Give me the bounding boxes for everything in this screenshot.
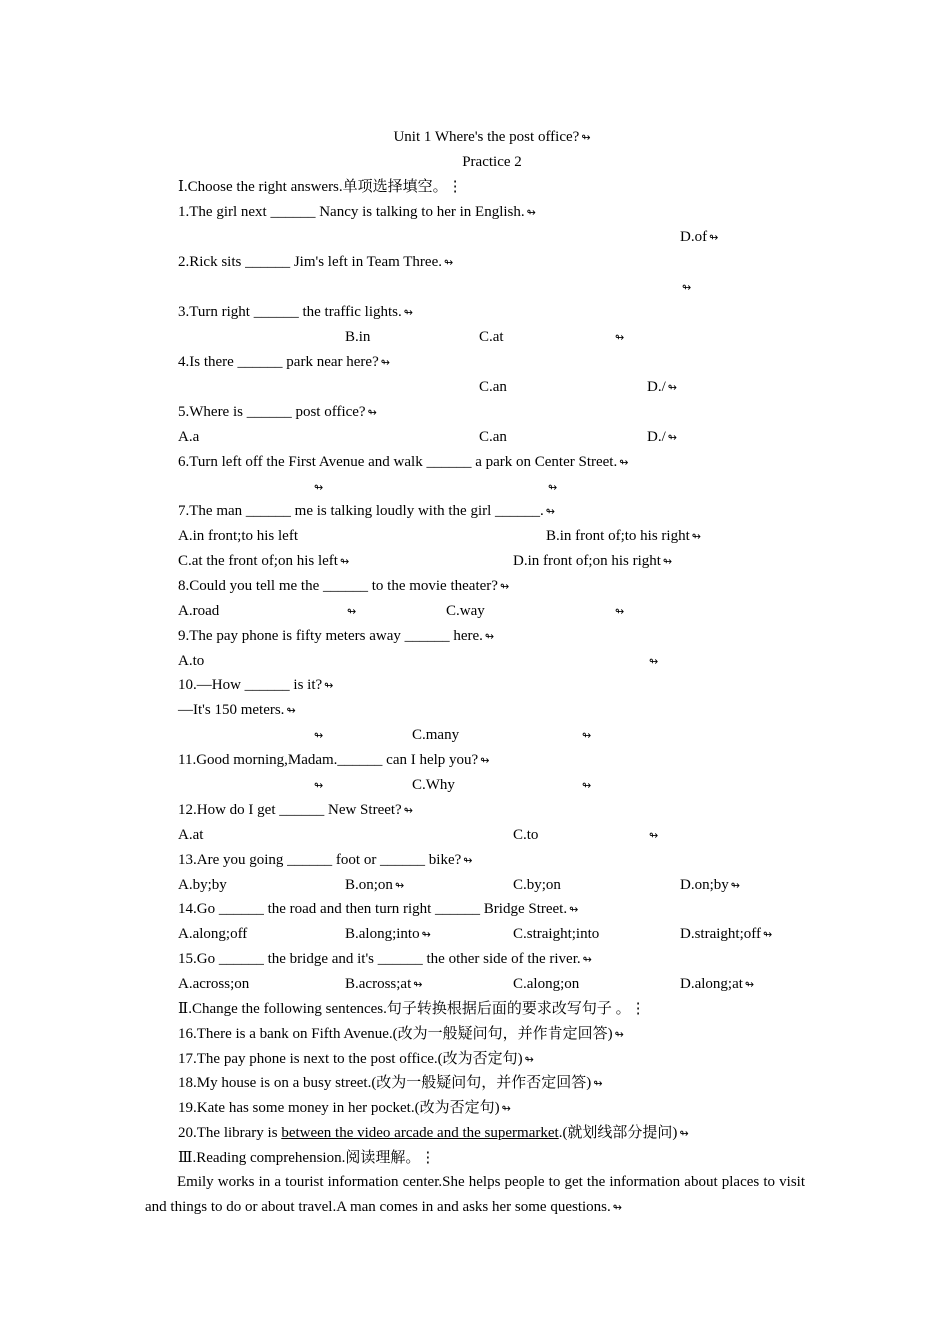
return-mark-icon: ↬ bbox=[582, 779, 592, 792]
option-a: A.across;on bbox=[178, 976, 250, 992]
option-c: C.many bbox=[412, 727, 460, 743]
reading-passage: Emily works in a tourist information center.She helps people to get the information about places to visit and things to do or about travel.A man comes in and asks her some questions. ↬ bbox=[145, 1174, 805, 1215]
return-mark-icon: ↬ bbox=[324, 679, 334, 692]
return-mark-icon: ↬ bbox=[744, 978, 755, 991]
option-d: D.straight;off ↬ bbox=[680, 926, 773, 942]
question-6: 6.Turn left off the First Avenue and walk ______ a park on Center Street. ↬ bbox=[178, 454, 629, 470]
return-mark-icon: ↬ bbox=[581, 131, 591, 144]
question-20: 20.The library is between the video arcade and the supermarket.(就划线部分提问) ↬ bbox=[178, 1125, 689, 1141]
option-a: A.to bbox=[178, 653, 205, 669]
return-mark-icon: ↬ bbox=[614, 1028, 624, 1041]
return-mark-icon: ↬ bbox=[286, 704, 296, 717]
return-mark-icon: ↬ bbox=[526, 206, 536, 219]
return-mark-icon: ↬ bbox=[682, 281, 692, 294]
return-mark-icon: ↬ bbox=[615, 331, 625, 344]
option-b: B.along;into ↬ bbox=[345, 926, 431, 942]
return-mark-icon: ↬ bbox=[612, 1201, 622, 1214]
option-b: B.in bbox=[345, 329, 371, 345]
return-mark-icon: ↬ bbox=[421, 928, 431, 941]
question-7: 7.The man ______ me is talking loudly with the girl ______. ↬ bbox=[178, 503, 556, 519]
return-mark-icon: ↬ bbox=[709, 231, 719, 244]
question-17: 17.The pay phone is next to the post office.(改为否定句) ↬ bbox=[178, 1051, 534, 1067]
return-mark-icon: ↬ bbox=[730, 879, 740, 892]
question-5: 5.Where is ______ post office? ↬ bbox=[178, 404, 377, 420]
return-mark-icon: ↬ bbox=[615, 605, 625, 618]
option-d: D.on;by ↬ bbox=[680, 877, 740, 893]
question-19: 19.Kate has some money in her pocket.(改为否定句) ↬ bbox=[178, 1100, 511, 1116]
return-mark-icon: ↬ bbox=[762, 928, 773, 941]
return-mark-icon: ↬ bbox=[679, 1127, 689, 1140]
return-mark-icon: ↬ bbox=[667, 381, 677, 394]
option-c: C.an bbox=[479, 379, 507, 395]
return-mark-icon: ↬ bbox=[569, 903, 579, 916]
question-4: 4.Is there ______ park near here? ↬ bbox=[178, 354, 390, 370]
answer-line: —It's 150 meters. ↬ bbox=[178, 702, 296, 718]
return-mark-icon: ↬ bbox=[499, 580, 510, 593]
page-subtitle: Practice 2 bbox=[462, 154, 522, 170]
option-d: D.of ↬ bbox=[680, 229, 719, 245]
return-mark-icon: ↬ bbox=[619, 456, 629, 469]
option-c: C.at the front of;on his left ↬ bbox=[178, 553, 350, 569]
option-c: C.by;on bbox=[513, 877, 561, 893]
question-10: 10.—How ______ is it? ↬ bbox=[178, 677, 334, 693]
page-title: Unit 1 Where's the post office? ↬ bbox=[393, 129, 591, 145]
return-mark-icon: ↬ bbox=[691, 530, 701, 543]
question-14: 14.Go ______ the road and then turn right ______ Bridge Street. ↬ bbox=[178, 901, 579, 917]
return-mark-icon: ↬ bbox=[314, 729, 324, 742]
question-11: 11.Good morning,Madam.______ can I help you? ↬ bbox=[178, 752, 490, 768]
option-c: C.at bbox=[479, 329, 504, 345]
return-mark-icon: ↬ bbox=[403, 306, 413, 319]
return-mark-icon: ↬ bbox=[480, 754, 490, 767]
question-15: 15.Go ______ the bridge and it's ______ the other side of the river. ↬ bbox=[178, 951, 592, 967]
option-b: B.in front of;to his right ↬ bbox=[546, 528, 701, 544]
section-2-heading: Ⅱ.Change the following sentences.句子转换根据后面的要求改写句子 。⋮ bbox=[178, 1001, 646, 1017]
return-mark-icon: ↬ bbox=[593, 1077, 603, 1090]
option-c: C.straight;into bbox=[513, 926, 600, 942]
option-a: A.road bbox=[178, 603, 220, 619]
return-mark-icon: ↬ bbox=[662, 555, 673, 568]
question-16: 16.There is a bank on Fifth Avenue.(改为一般疑问句，并作肯定回答) ↬ bbox=[178, 1026, 624, 1042]
underlined-phrase: between the video arcade and the supermarket bbox=[281, 1125, 559, 1141]
return-mark-icon: ↬ bbox=[339, 555, 350, 568]
return-mark-icon: ↬ bbox=[484, 630, 495, 643]
return-mark-icon: ↬ bbox=[314, 779, 324, 792]
option-c: C.an bbox=[479, 429, 507, 445]
question-13: 13.Are you going ______ foot or ______ bike? ↬ bbox=[178, 852, 473, 868]
question-8: 8.Could you tell me the ______ to the movie theater? ↬ bbox=[178, 578, 510, 594]
return-mark-icon: ↬ bbox=[463, 854, 473, 867]
return-mark-icon: ↬ bbox=[444, 256, 454, 269]
return-mark-icon: ↬ bbox=[548, 481, 558, 494]
return-mark-icon: ↬ bbox=[524, 1053, 534, 1066]
return-mark-icon: ↬ bbox=[347, 605, 357, 618]
return-mark-icon: ↬ bbox=[367, 406, 377, 419]
option-a: A.at bbox=[178, 827, 204, 843]
return-mark-icon: ↬ bbox=[501, 1102, 511, 1115]
return-mark-icon: ↬ bbox=[545, 505, 556, 518]
option-a: A.in front;to his left bbox=[178, 528, 298, 544]
return-mark-icon: ↬ bbox=[667, 431, 677, 444]
option-a: A.by;by bbox=[178, 877, 227, 893]
option-c: C.along;on bbox=[513, 976, 580, 992]
return-mark-icon: ↬ bbox=[649, 829, 659, 842]
question-1: 1.The girl next ______ Nancy is talking to her in English. ↬ bbox=[178, 204, 536, 220]
option-c: C.to bbox=[513, 827, 539, 843]
section-1-heading: Ⅰ.Choose the right answers.单项选择填空。⋮ bbox=[178, 179, 463, 195]
return-mark-icon: ↬ bbox=[582, 953, 592, 966]
question-3: 3.Turn right ______ the traffic lights. ↬ bbox=[178, 304, 413, 320]
option-d: D./ ↬ bbox=[647, 429, 677, 445]
option-c: C.Why bbox=[412, 777, 455, 793]
question-9: 9.The pay phone is fifty meters away ______ here. ↬ bbox=[178, 628, 495, 644]
option-d: D./ ↬ bbox=[647, 379, 677, 395]
question-18: 18.My house is on a busy street.(改为一般疑问句，并作否定回答) ↬ bbox=[178, 1075, 603, 1091]
return-mark-icon: ↬ bbox=[649, 655, 659, 668]
option-a: A.a bbox=[178, 429, 200, 445]
option-b: B.across;at ↬ bbox=[345, 976, 423, 992]
option-d: D.in front of;on his right ↬ bbox=[513, 553, 673, 569]
section-3-heading: Ⅲ.Reading comprehension.阅读理解。⋮ bbox=[178, 1150, 436, 1166]
question-2: 2.Rick sits ______ Jim's left in Team Three. ↬ bbox=[178, 254, 454, 270]
option-c: C.way bbox=[446, 603, 485, 619]
return-mark-icon: ↬ bbox=[394, 879, 405, 892]
option-a: A.along;off bbox=[178, 926, 248, 942]
return-mark-icon: ↬ bbox=[314, 481, 324, 494]
option-d: D.along;at ↬ bbox=[680, 976, 755, 992]
option-b: B.on;on ↬ bbox=[345, 877, 405, 893]
return-mark-icon: ↬ bbox=[582, 729, 592, 742]
return-mark-icon: ↬ bbox=[380, 356, 390, 369]
return-mark-icon: ↬ bbox=[413, 978, 423, 991]
question-12: 12.How do I get ______ New Street? ↬ bbox=[178, 802, 413, 818]
return-mark-icon: ↬ bbox=[403, 804, 413, 817]
